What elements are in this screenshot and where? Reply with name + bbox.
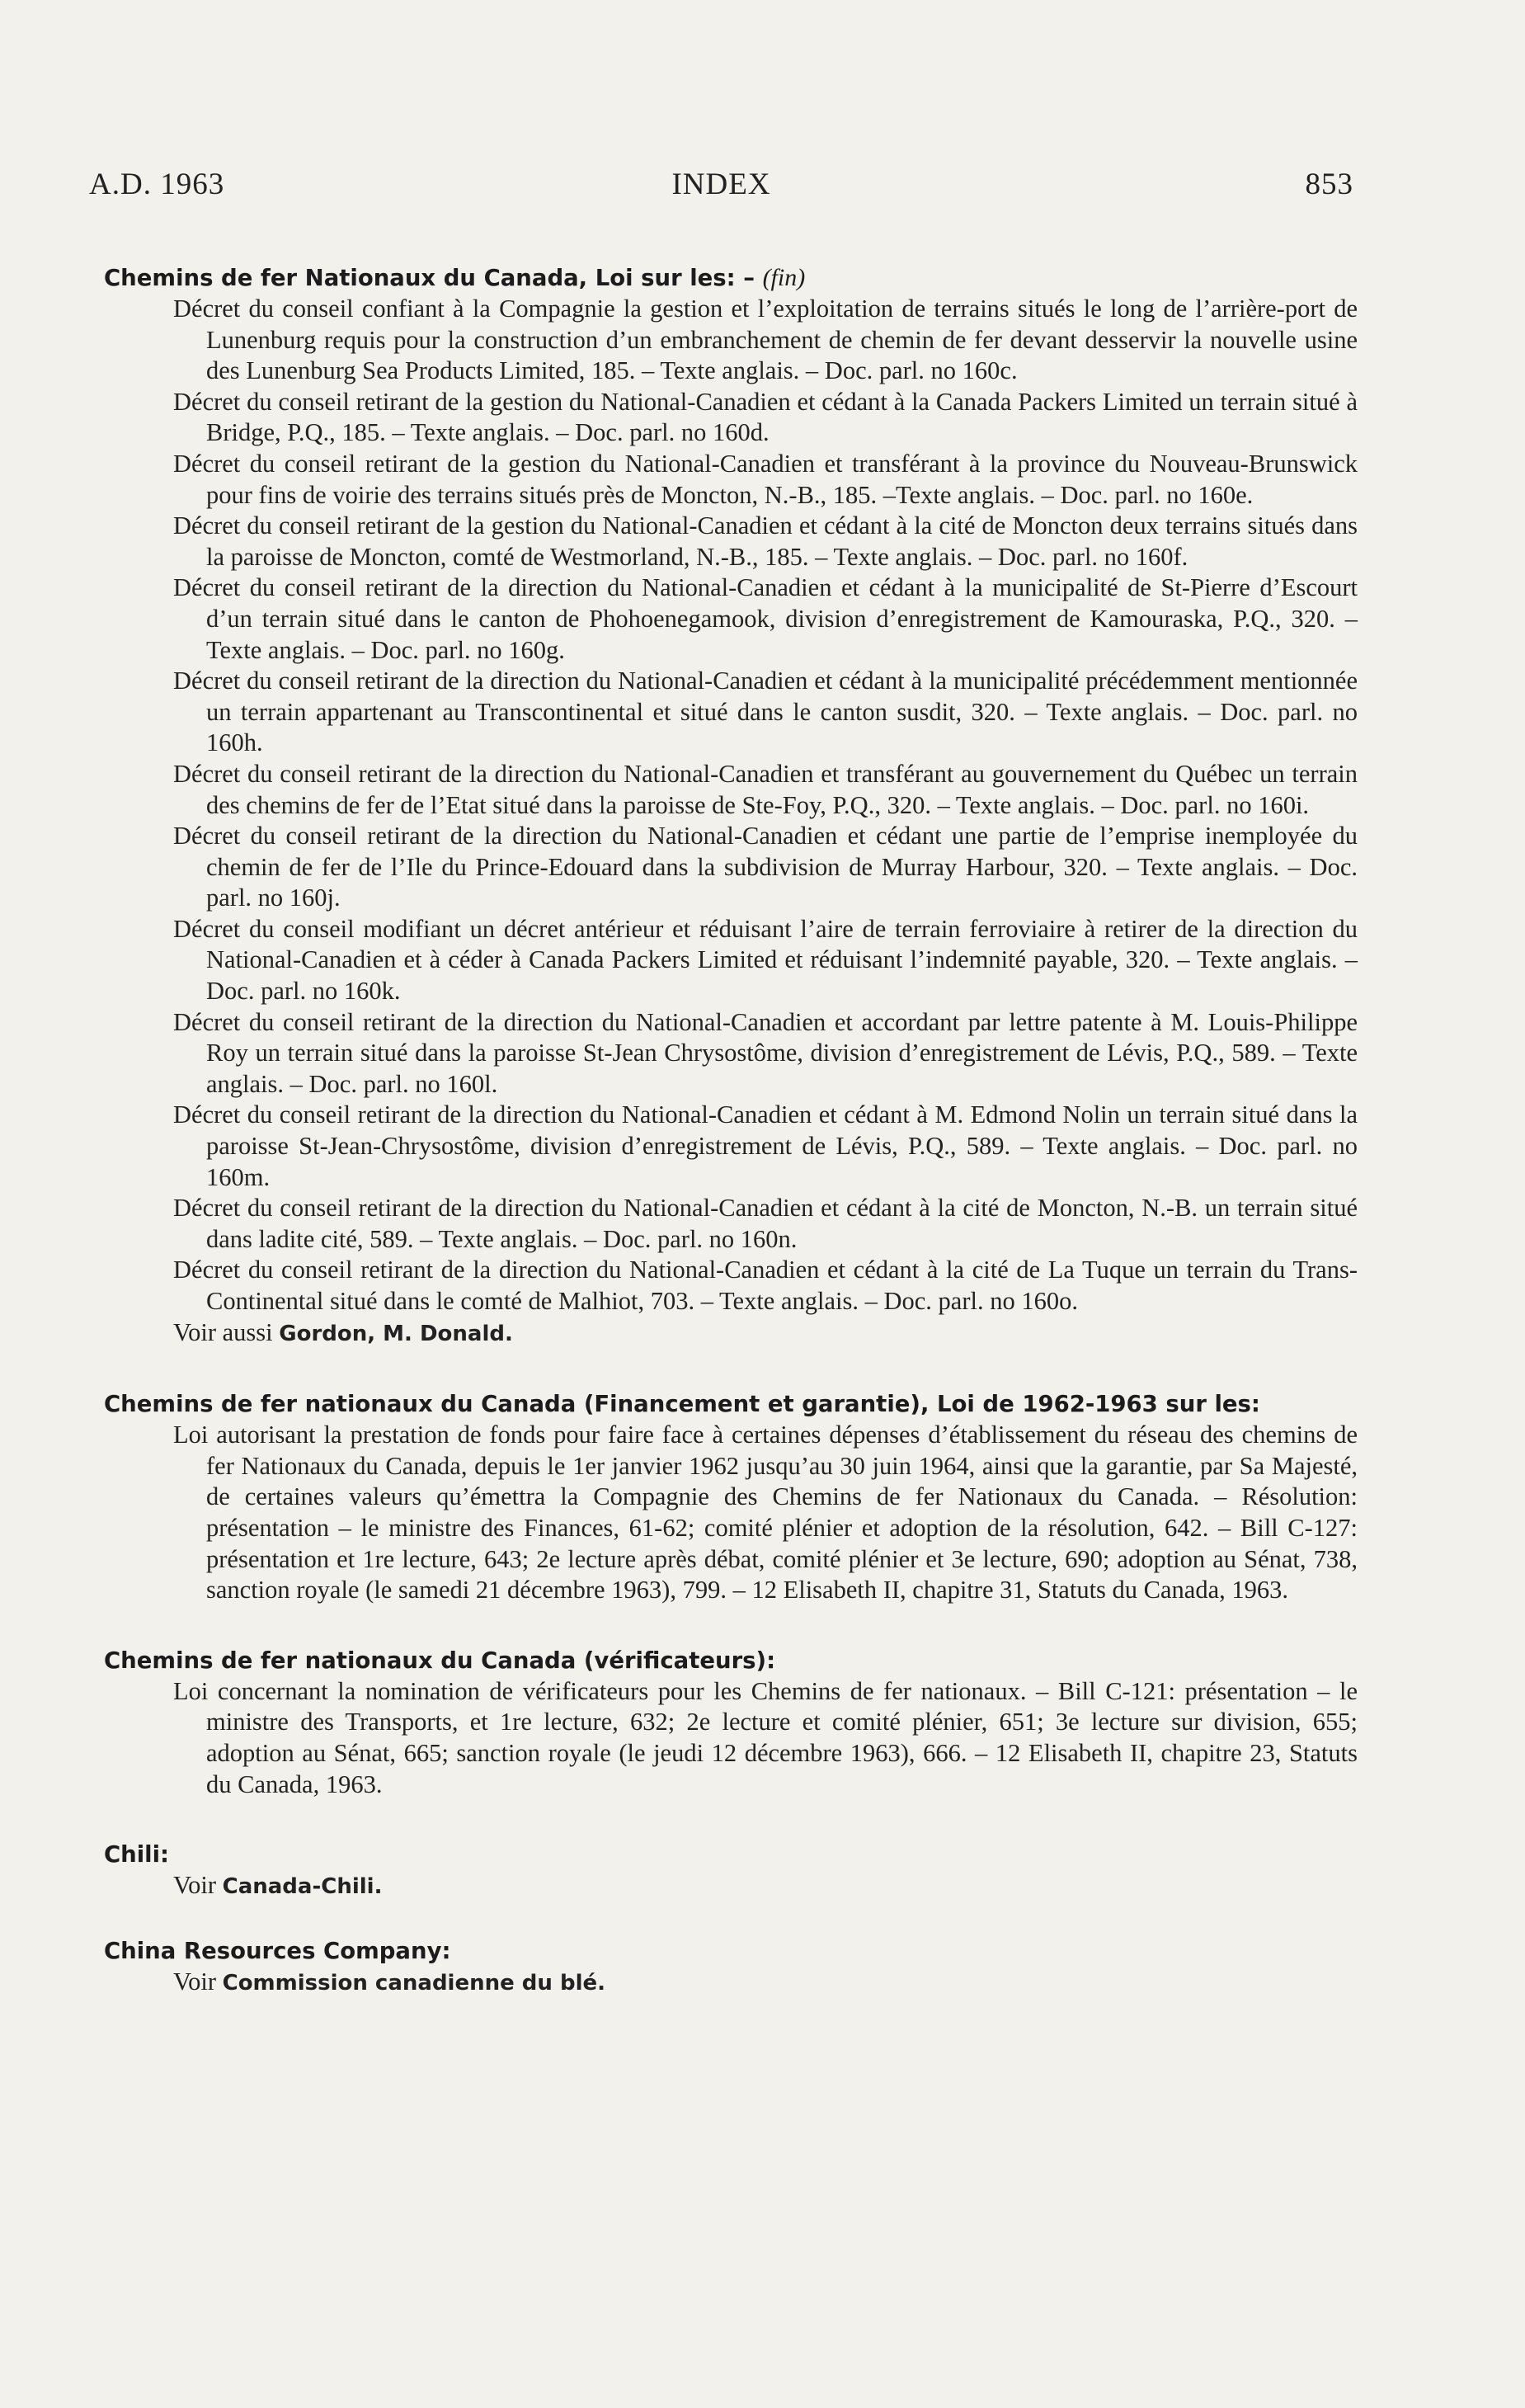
index-entry: Décret du conseil retirant de la direction du National-Canadien et accordant par lettre patente à M. Louis-Philippe Roy un terrain situé dans la paroisse St-Jean Chrysostôme, division d’enregistrement de Lévis, P.Q., 589. – Texte anglais. – Doc. parl. no 160l. bbox=[173, 1007, 1358, 1098]
page-header bbox=[89, 167, 1353, 208]
see-target: Commission canadienne du blé. bbox=[222, 1970, 606, 1996]
index-section-chemins-de-fer-loi bbox=[104, 262, 1358, 1350]
section-heading: Chili: bbox=[104, 1841, 170, 1868]
header-title: INDEX bbox=[671, 167, 771, 201]
index-content bbox=[104, 262, 1358, 2038]
index-section-china-resources bbox=[104, 1936, 1358, 2000]
see-prefix: Voir aussi bbox=[173, 1317, 280, 1346]
see-target: Gordon, M. Donald. bbox=[279, 1321, 513, 1346]
see-target: Canada-Chili. bbox=[222, 1874, 383, 1900]
see-reference bbox=[104, 1870, 1358, 1903]
index-entry: Loi concernant la nomination de vérificateurs pour les Chemins de fer nationaux. – Bill C-121: présentation – le ministre des Transports, et 1re lecture, 632; 2e lecture et comité plénier, 651; 3e lecture sur division, 655; adoption au Sénat, 665; sanction royale (le jeudi 12 décembre 1963), 666. – 12 Elisabeth II, chapitre 23, Statuts du Canada, 1963. bbox=[173, 1676, 1358, 1798]
section-heading bbox=[104, 262, 1358, 294]
section-heading: Chemins de fer nationaux du Canada (vérificateurs): bbox=[104, 1647, 776, 1674]
index-entry: Décret du conseil retirant de la gestion du National-Canadien et cédant à la cité de Moncton deux terrains situés dans la paroisse de Moncton, comté de Westmorland, N.-B., 185. – Texte anglais. – Doc. parl. no 160f. bbox=[173, 511, 1358, 571]
index-section-verificateurs bbox=[104, 1646, 1358, 1800]
index-entry: Décret du conseil retirant de la direction du National-Canadien et cédant à M. Edmond Nolin un terrain situé dans la paroisse St-Jean-Chrysostôme, division d’enregistrement de Lévis, P.Q., 589. – Texte anglais. – Doc. parl. no 160m. bbox=[173, 1100, 1358, 1191]
index-entry: Décret du conseil retirant de la direction du National-Canadien et cédant à la municipalité précédemment mentionnée un terrain appartenant au Transcontinental et situé dans le canton susdit, 320. – Texte anglais. – Doc. parl. no 160h. bbox=[173, 667, 1358, 757]
page-number: 853 bbox=[1305, 167, 1353, 201]
index-section-chili bbox=[104, 1840, 1358, 1903]
index-entry: Décret du conseil retirant de la direction du National-Canadien et cédant à la municipalité de St-Pierre d’Escourt d’un terrain situé dans le canton de Phohoenegamook, division d’enregistrement de Kamouraska, P.Q., 320. – Texte anglais. – Doc. parl. no 160g. bbox=[173, 573, 1358, 664]
see-prefix: Voir bbox=[173, 1967, 223, 1996]
heading-text: Chemins de fer Nationaux du Canada, Loi sur les: – bbox=[104, 265, 763, 291]
see-prefix: Voir bbox=[173, 1871, 223, 1900]
index-entry: Décret du conseil modifiant un décret antérieur et réduisant l’aire de terrain ferroviaire à retirer de la direction du National-Canadien et à céder à Canada Packers Limited et réduisant l’indemnité payable, 320. – Texte anglais. – Doc. parl. no 160k. bbox=[173, 914, 1358, 1006]
section-heading: Chemins de fer nationaux du Canada (Financement et garantie), Loi de 1962-1963 sur les: bbox=[104, 1391, 1260, 1418]
index-entry: Décret du conseil retirant de la direction du National-Canadien et cédant une partie de l’emprise inemployée du chemin de fer de l’Ile du Prince-Edouard dans la subdivision de Murray Harbour, 320. – Texte anglais. – Doc. parl. no 160j. bbox=[173, 822, 1358, 912]
section-heading: China Resources Company: bbox=[104, 1937, 451, 1964]
index-entry: Loi autorisant la prestation de fonds pour faire face à certaines dépenses d’établissement du réseau des chemins de fer Nationaux du Canada, depuis le 1er janvier 1962 jusqu’au 30 juin 1964, ainsi que la garantie, par Sa Majesté, de certaines valeurs qu’émettra la Compagnie des Chemins de fer Nationaux du Canada. – Résolution: présentation – le ministre des Finances, 61-62; comité plénier et adoption de la résolution, 642. – Bill C-127: présentation et 1re lecture, 643; 2e lecture après débat, comité plénier et 3e lecture, 690; adoption au Sénat, 738, sanction royale (le samedi 21 décembre 1963), 799. – 12 Elisabeth II, chapitre 31, Statuts du Canada, 1963. bbox=[173, 1421, 1358, 1605]
see-also-reference bbox=[104, 1317, 1358, 1350]
index-entry: Décret du conseil retirant de la direction du National-Canadien et cédant à la cité de La Tuque un terrain du Trans-Continental situé dans le comté de Malhiot, 703. – Texte anglais. – Doc. parl. no 160o. bbox=[173, 1256, 1358, 1315]
index-entry: Décret du conseil retirant de la gestion du National-Canadien et cédant à la Canada Packers Limited un terrain situé à Bridge, P.Q., 185. – Texte anglais. – Doc. parl. no 160d. bbox=[173, 387, 1358, 447]
header-year: A.D. 1963 bbox=[89, 167, 225, 201]
index-section-financement-garantie bbox=[104, 1389, 1358, 1606]
see-reference bbox=[104, 1967, 1358, 2000]
index-entry: Décret du conseil confiant à la Compagnie la gestion et l’exploitation de terrains situés le long de l’arrière-port de Lunenburg requis pour la construction d’un embranchement de chemin de fer devant desservir la nouvelle usine des Lunenburg Sea Products Limited, 185. – Texte anglais. – Doc. parl. no 160c. bbox=[173, 295, 1358, 385]
heading-continued-note: (fin) bbox=[762, 264, 806, 291]
index-entry: Décret du conseil retirant de la direction du National-Canadien et transférant au gouvernement du Québec un terrain des chemins de fer de l’Etat situé dans la paroisse de Ste-Foy, P.Q., 320. – Texte anglais. – Doc. parl. no 160i. bbox=[173, 759, 1358, 819]
index-entry: Décret du conseil retirant de la gestion du National-Canadien et transférant à la province du Nouveau-Brunswick pour fins de voirie des terrains situés près de Moncton, N.-B., 185. –Texte anglais. – Doc. parl. no 160e. bbox=[173, 449, 1358, 509]
index-entry: Décret du conseil retirant de la direction du National-Canadien et cédant à la cité de Moncton, N.-B. un terrain situé dans ladite cité, 589. – Texte anglais. – Doc. parl. no 160n. bbox=[173, 1194, 1358, 1253]
